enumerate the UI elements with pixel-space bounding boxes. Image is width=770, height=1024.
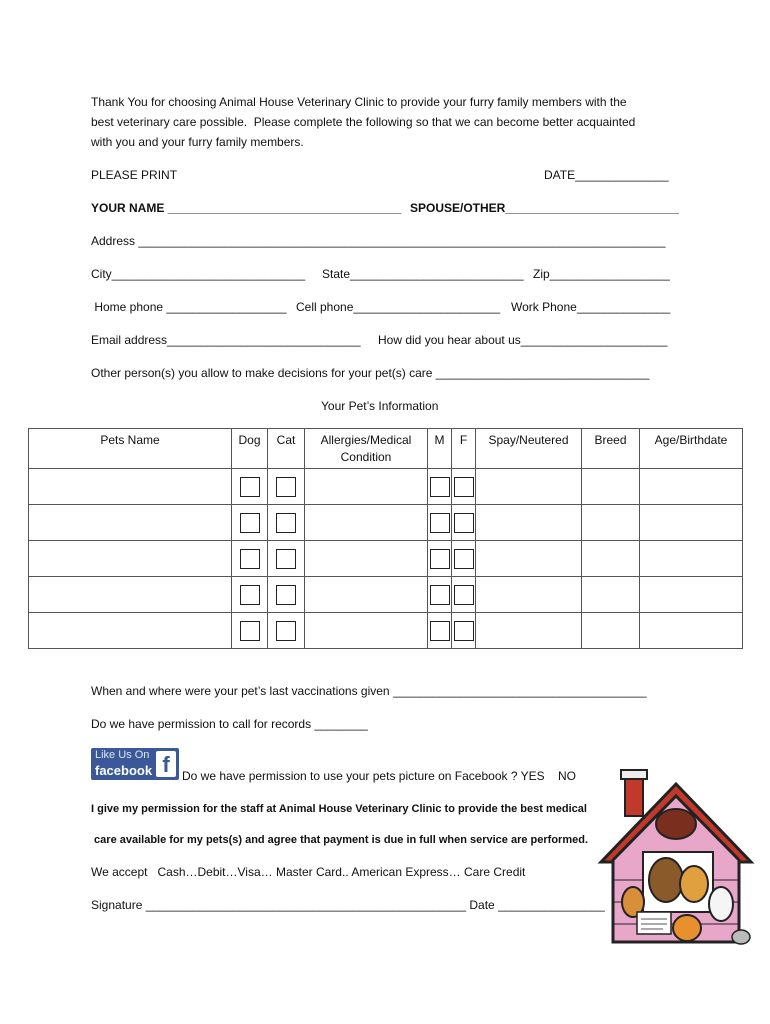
facebook-badge-like-text: Like Us On (95, 749, 150, 761)
male-checkbox[interactable] (430, 621, 450, 641)
age-birthdate-cell[interactable] (640, 613, 743, 649)
dog-cell (232, 505, 268, 541)
logo-sign (637, 912, 671, 934)
female-header: F (452, 429, 476, 469)
male-checkbox[interactable] (430, 549, 450, 569)
call-records-field[interactable]: Do we have permission to call for records ________ (91, 717, 368, 731)
table-row (29, 469, 743, 505)
cat-checkbox[interactable] (276, 585, 296, 605)
email-field[interactable]: Email address_____________________________ (91, 333, 361, 347)
pets-table (28, 428, 743, 649)
medical-permission-line-1: I give my permission for the staff at Animal House Veterinary Clinic to provide the best medical (91, 803, 587, 815)
female-checkbox[interactable] (454, 549, 474, 569)
male-checkbox[interactable] (430, 477, 450, 497)
dog-header: Dog (232, 429, 268, 469)
female-checkbox[interactable] (454, 585, 474, 605)
allergies-cell[interactable] (305, 469, 428, 505)
breed-cell[interactable] (582, 469, 640, 505)
pets-name-header: Pets Name (29, 429, 232, 469)
age-birthdate-cell[interactable] (640, 505, 743, 541)
dog-checkbox[interactable] (240, 477, 260, 497)
table-row (29, 541, 743, 577)
pet-name-cell[interactable] (29, 505, 232, 541)
medical-permission-line-2: care available for my pets(s) and agree that payment is due in full when service are performed. (91, 834, 589, 846)
city-field[interactable]: City_____________________________ (91, 267, 306, 281)
home-phone-field[interactable]: Home phone __________________ (91, 300, 287, 314)
spay-neutered-cell[interactable] (476, 469, 582, 505)
breed-header: Breed (582, 429, 640, 469)
dog-checkbox[interactable] (240, 621, 260, 641)
work-phone-field[interactable]: Work Phone______________ (511, 300, 671, 314)
male-checkbox[interactable] (430, 585, 450, 605)
dog-cell (232, 469, 268, 505)
your-name-field[interactable]: YOUR NAME ___________________________________ (91, 201, 402, 215)
decision-makers-field[interactable]: Other person(s) you allow to make decisions for your pet(s) care ________________________________ (91, 366, 650, 380)
date-field[interactable]: DATE______________ (544, 168, 669, 182)
facebook-permission-question: Do we have permission to use your pets picture on Facebook ? YES NO (182, 769, 576, 783)
dog-cell (232, 541, 268, 577)
age-birthdate-cell[interactable] (640, 577, 743, 613)
breed-cell[interactable] (582, 613, 640, 649)
spouse-field[interactable]: SPOUSE/OTHER__________________________ (410, 201, 679, 215)
spay-neutered-cell[interactable] (476, 505, 582, 541)
dog-checkbox[interactable] (240, 513, 260, 533)
male-cell (428, 469, 452, 505)
table-row (29, 505, 743, 541)
allergies-header-line-2: Condition (340, 450, 392, 464)
please-print-label: PLEASE PRINT (91, 168, 178, 182)
animal-house-logo (591, 762, 761, 947)
female-cell (452, 541, 476, 577)
dog-cell (232, 577, 268, 613)
pet-name-cell[interactable] (29, 613, 232, 649)
pet-name-cell[interactable] (29, 541, 232, 577)
referral-field[interactable]: How did you hear about us______________________ (378, 333, 668, 347)
cat-checkbox[interactable] (276, 513, 296, 533)
breed-cell[interactable] (582, 541, 640, 577)
zip-field[interactable]: Zip__________________ (533, 267, 670, 281)
pet-name-cell[interactable] (29, 577, 232, 613)
logo-chimney-cap (621, 770, 647, 779)
cat-checkbox[interactable] (276, 621, 296, 641)
male-cell (428, 505, 452, 541)
signature-field[interactable]: Signature ________________________________________________ Date ________________ (91, 898, 605, 912)
vaccinations-field[interactable]: When and where were your pet’s last vaccinations given ______________________________________ (91, 684, 647, 698)
breed-cell[interactable] (582, 505, 640, 541)
cat-checkbox[interactable] (276, 549, 296, 569)
spay-neutered-cell[interactable] (476, 541, 582, 577)
logo-chimney (625, 776, 643, 816)
cat-cell (268, 541, 305, 577)
age-birthdate-cell[interactable] (640, 541, 743, 577)
female-checkbox[interactable] (454, 477, 474, 497)
male-checkbox[interactable] (430, 513, 450, 533)
logo-orange-dog (680, 866, 708, 902)
cat-cell (268, 505, 305, 541)
state-field[interactable]: State__________________________ (322, 267, 524, 281)
logo-gray-cat (732, 930, 750, 944)
cat-checkbox[interactable] (276, 477, 296, 497)
female-cell (452, 577, 476, 613)
facebook-wordmark: facebook (95, 763, 153, 778)
dog-checkbox[interactable] (240, 549, 260, 569)
dog-cell (232, 613, 268, 649)
address-field[interactable]: Address _______________________________________________________________________________ (91, 234, 666, 248)
cat-cell (268, 577, 305, 613)
intro-line-2: best veterinary care possible. Please complete the following so that we can become better acquainted (91, 115, 636, 129)
age-birthdate-header: Age/Birthdate (640, 429, 743, 469)
female-checkbox[interactable] (454, 513, 474, 533)
spay-neutered-cell[interactable] (476, 613, 582, 649)
intro-line-3: with you and your furry family members. (91, 135, 304, 149)
cat-cell (268, 613, 305, 649)
facebook-f-icon: f (156, 751, 176, 777)
logo-white-cat (709, 887, 733, 921)
female-cell (452, 505, 476, 541)
pet-name-cell[interactable] (29, 469, 232, 505)
female-cell (452, 613, 476, 649)
payment-methods: We accept Cash…Debit…Visa… Master Card.. American Express… Care Credit (91, 865, 526, 879)
female-checkbox[interactable] (454, 621, 474, 641)
pets-table-header-row (29, 429, 743, 469)
age-birthdate-cell[interactable] (640, 469, 743, 505)
intro-line-1: Thank You for choosing Animal House Veterinary Clinic to provide your furry family members with the (91, 95, 627, 109)
breed-cell[interactable] (582, 577, 640, 613)
table-row (29, 577, 743, 613)
cat-cell (268, 469, 305, 505)
male-cell (428, 613, 452, 649)
logo-orange-cat (673, 915, 701, 941)
pets-section-title: Your Pet’s Information (321, 399, 439, 413)
dog-checkbox[interactable] (240, 585, 260, 605)
male-cell (428, 577, 452, 613)
spay-neutered-cell[interactable] (476, 577, 582, 613)
allergies-cell[interactable] (305, 505, 428, 541)
logo-brown-dog (649, 858, 683, 902)
spay-neutered-header: Spay/Neutered (476, 429, 582, 469)
male-header: M (428, 429, 452, 469)
facebook-badge[interactable] (91, 748, 179, 780)
cell-phone-field[interactable]: Cell phone______________________ (296, 300, 501, 314)
allergies-header (305, 429, 428, 469)
logo-dog-in-attic (656, 809, 696, 839)
female-cell (452, 469, 476, 505)
male-cell (428, 541, 452, 577)
allergies-cell[interactable] (305, 577, 428, 613)
allergies-header-line-1: Allergies/Medical (320, 433, 412, 447)
cat-header: Cat (268, 429, 305, 469)
allergies-cell[interactable] (305, 541, 428, 577)
allergies-cell[interactable] (305, 613, 428, 649)
table-row (29, 613, 743, 649)
